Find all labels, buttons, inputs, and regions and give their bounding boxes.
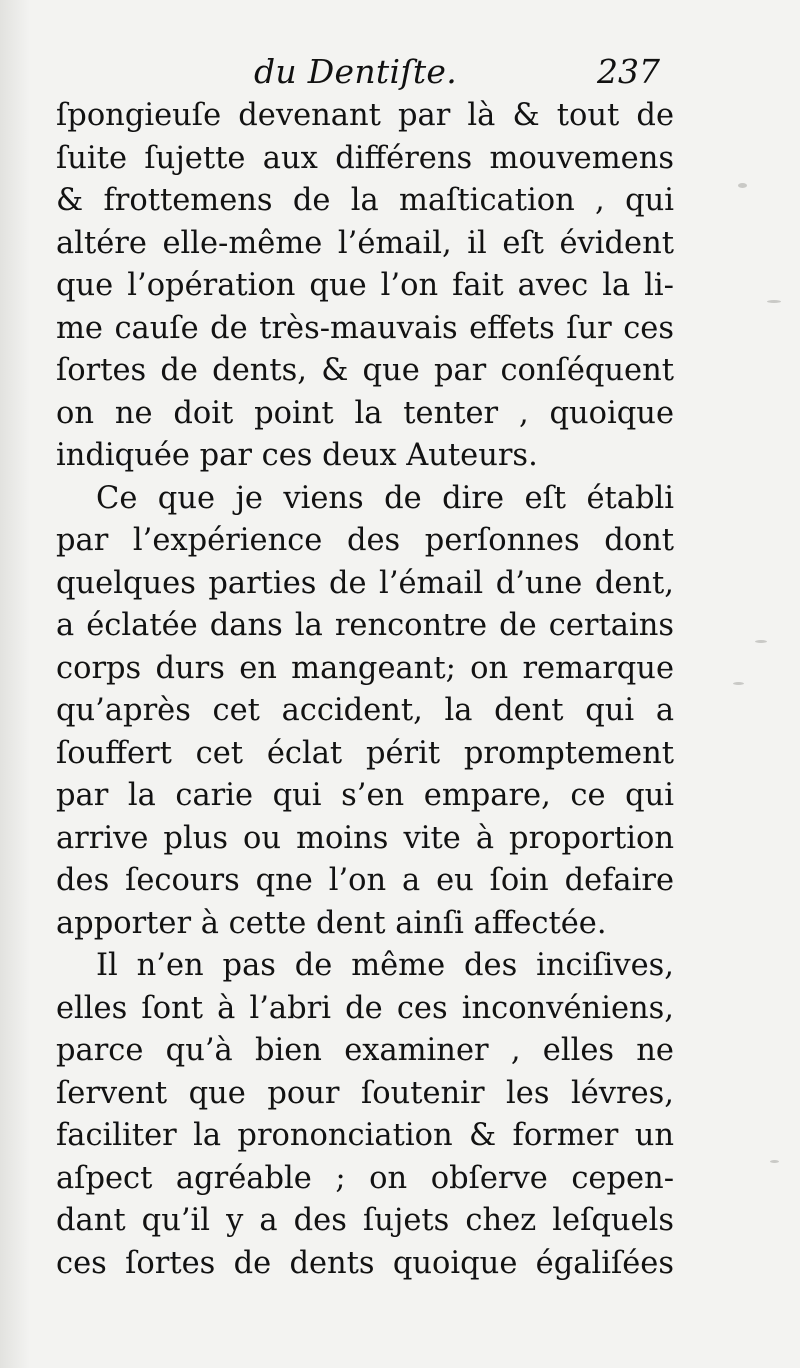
text-line: corps durs en mangeant; on remarque	[56, 650, 674, 686]
text-line: ſortes de dents, & que par conſéquent	[56, 353, 674, 388]
text-line: ſpongieuſe devenant par là & tout de	[56, 98, 674, 133]
text-line: altére elle-même l’émail, il eſt évident	[56, 225, 674, 261]
text-line: que l’opération que l’on fait avec la li-	[56, 268, 674, 303]
body-text	[56, 95, 674, 1285]
text-line: par la carie qui s’en empare, ce qui	[56, 778, 674, 813]
text-line: par l’expérience des perſonnes dont	[56, 523, 674, 558]
text-line: apporter à cette dent ainſi affectée.	[56, 905, 607, 941]
text-line: on ne doit point la tenter , quoique	[56, 395, 674, 431]
text-line: aſpect agréable ; on obſerve cepen-	[56, 1160, 674, 1196]
paper-speck	[738, 183, 747, 188]
text-line: dant qu’il y a des ſujets chez leſquels	[56, 1203, 674, 1238]
text-line: ces ſortes de dents quoique égaliſées	[56, 1245, 674, 1281]
paragraph-start-line: Ce que je viens de dire eſt établi	[96, 480, 674, 516]
paper-speck	[767, 300, 781, 303]
text-line: a éclatée dans la rencontre de certains	[56, 608, 674, 643]
paper-speck	[770, 1160, 779, 1163]
running-header	[56, 48, 660, 98]
text-line: parce qu’à bien examiner , elles ne	[56, 1033, 674, 1068]
text-line: des ſecours qne l’on a eu ſoin defaire	[56, 863, 674, 898]
text-line: indiquée par ces deux Auteurs.	[56, 438, 538, 473]
paragraph-start-line: Il n’en pas de même des inciſives,	[96, 948, 674, 983]
running-title: du Dentiſte.	[254, 52, 458, 91]
paper-speck	[733, 682, 744, 685]
page-edge-shadow	[0, 0, 30, 1368]
text-line: quelques parties de l’émail d’une dent,	[56, 565, 674, 601]
text-line: ſouffert cet éclat périt promptement	[56, 735, 674, 771]
paper-speck	[755, 640, 767, 643]
text-line: & frottemens de la maſtication , qui	[56, 183, 674, 218]
text-line: elles ſont à l’abri de ces inconvéniens,	[56, 990, 674, 1026]
page-number: 237	[597, 52, 660, 91]
text-line: arrive plus ou moins vite à proportion	[56, 820, 674, 856]
text-line: faciliter la prononciation & former un	[56, 1118, 674, 1153]
text-line: ſuite ſujette aux différens mouvemens	[56, 140, 674, 176]
text-line: ſervent que pour ſoutenir les lévres,	[56, 1075, 674, 1111]
text-line: qu’après cet accident, la dent qui a	[56, 693, 674, 728]
text-line: me cauſe de très-mauvais effets ſur ces	[56, 310, 674, 346]
